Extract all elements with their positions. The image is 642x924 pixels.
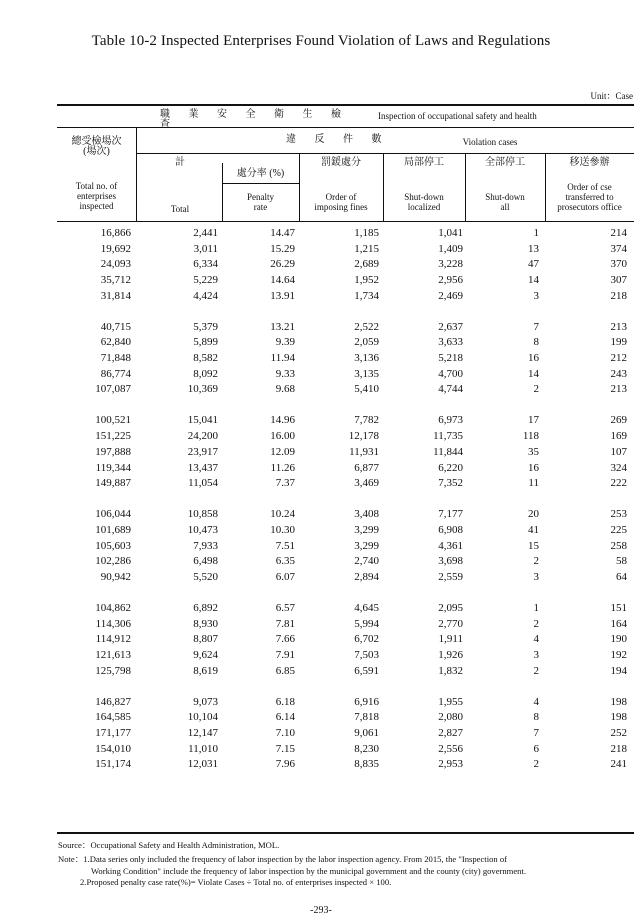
table-cell: 11,010 — [188, 742, 218, 755]
table-cell: 1,926 — [438, 649, 463, 661]
table-cell: 5,899 — [193, 336, 218, 349]
table-cell: 1,955 — [438, 695, 463, 708]
table-cell: 3,469 — [354, 477, 379, 490]
table-cell: 12.09 — [270, 445, 295, 458]
table-row — [0, 617, 642, 633]
table-cell: 2,095 — [438, 601, 463, 614]
penalty-rate-zh: 處分率 (%) — [236, 168, 285, 179]
table-cell: 2,740 — [354, 555, 379, 568]
table-row — [0, 726, 642, 742]
table-cell: 7,933 — [193, 539, 218, 552]
table-cell: 119,344 — [95, 461, 131, 474]
table-cell: 222 — [610, 477, 627, 490]
table-cell: 5,994 — [354, 617, 379, 630]
table-row — [0, 757, 642, 773]
table-cell: 1,215 — [354, 242, 379, 255]
table-cell: 2,556 — [438, 742, 463, 755]
table-cell: 198 — [610, 695, 627, 708]
source-note: Source：Occupational Safety and Health Administration, MOL. — [58, 840, 280, 850]
table-cell: 106,044 — [95, 508, 131, 521]
note-2: 2.Proposed penalty case rate(%)= Violate Cases ÷ Total no. of enterprises inspected × 100. — [80, 877, 392, 888]
table-cell: 14 — [528, 367, 539, 380]
table-cell: 107 — [610, 445, 627, 458]
table-cell: 6,892 — [193, 601, 218, 614]
table-row — [0, 382, 642, 398]
table-cell: 24,093 — [100, 258, 131, 271]
table-cell: 5,379 — [193, 320, 218, 333]
table-cell: 3,698 — [438, 555, 463, 568]
table-cell: 7.10 — [275, 727, 295, 740]
table-cell: 243 — [610, 367, 627, 380]
table-cell: 8,582 — [193, 352, 218, 365]
table-cell: 16 — [528, 461, 539, 474]
table-cell: 2,956 — [438, 274, 463, 287]
table-cell: 19,692 — [100, 242, 131, 255]
table-cell: 2,441 — [193, 227, 218, 239]
table-cell: 218 — [610, 289, 627, 302]
table-cell: 3,633 — [438, 336, 463, 349]
table-row — [0, 429, 642, 445]
table-cell: 1 — [533, 601, 539, 614]
table-row — [0, 320, 642, 336]
shutdown-all-zh: 全部停工 — [485, 157, 525, 168]
note-1: Note：1.Data series only included the frequency of labor inspection by the labor inspection agency. From 2015, the "Inspection of — [58, 854, 507, 865]
table-cell: 12,031 — [187, 758, 218, 771]
table-row — [0, 445, 642, 461]
table-cell: 125,798 — [95, 664, 131, 677]
penalty-rate-en: Penalty rate — [247, 192, 274, 212]
table-cell: 16.00 — [270, 430, 295, 443]
table-cell: 35 — [528, 445, 539, 458]
penalty-rule — [222, 183, 299, 184]
row-group-gap — [0, 679, 642, 694]
table-cell: 2,522 — [354, 320, 379, 333]
table-cell: 9.39 — [275, 336, 295, 349]
table-cell: 1,911 — [438, 633, 463, 646]
table-cell: 6,220 — [438, 461, 463, 474]
table-cell: 107,087 — [95, 383, 131, 396]
table-row — [0, 710, 642, 726]
table-cell: 171,177 — [95, 727, 131, 740]
top-rule — [57, 104, 634, 106]
table-cell: 2,689 — [354, 258, 379, 271]
table-row — [0, 226, 642, 242]
row-group-gap — [0, 304, 642, 319]
table-cell: 8 — [533, 711, 539, 724]
table-cell: 212 — [610, 352, 627, 365]
table-cell: 3,136 — [354, 352, 379, 365]
table-cell: 164,585 — [95, 711, 131, 724]
table-cell: 1,734 — [354, 289, 379, 302]
header-divider-1 — [136, 128, 137, 221]
table-row — [0, 539, 642, 555]
table-cell: 2 — [533, 758, 539, 771]
table-cell: 374 — [610, 242, 627, 255]
table-cell: 269 — [610, 414, 627, 427]
table-cell: 2 — [533, 664, 539, 677]
table-cell: 199 — [610, 336, 627, 349]
notes — [58, 840, 633, 889]
table-cell: 9,073 — [193, 695, 218, 708]
table-cell: 8 — [533, 336, 539, 349]
table-cell: 6,877 — [354, 461, 379, 474]
table-row — [0, 273, 642, 289]
table-cell: 2,827 — [438, 727, 463, 740]
table-cell: 114,912 — [95, 633, 131, 646]
table-cell: 7.66 — [275, 633, 295, 646]
total-cases-en: Total — [170, 204, 190, 214]
table-cell: 8,092 — [193, 367, 218, 380]
table-cell: 10.24 — [270, 508, 295, 521]
table-cell: 13 — [528, 242, 539, 255]
table-cell: 13.91 — [270, 289, 295, 302]
table-row — [0, 335, 642, 351]
fines-zh: 罰鍰處分 — [321, 157, 361, 168]
table-cell: 2,059 — [354, 336, 379, 349]
table-cell: 8,230 — [354, 742, 379, 755]
table-row — [0, 289, 642, 305]
table-cell: 2,559 — [438, 570, 463, 583]
table-cell: 5,229 — [193, 274, 218, 287]
table-cell: 370 — [610, 258, 627, 271]
table-cell: 7.81 — [275, 617, 295, 630]
table-cell: 5,218 — [438, 352, 463, 365]
table-cell: 241 — [610, 758, 627, 771]
header-bottom-rule — [57, 221, 634, 222]
table-cell: 2,637 — [438, 320, 463, 333]
total-inspected-zh: 總受檢場次 (場次) — [71, 136, 122, 157]
table-cell: 213 — [610, 383, 627, 396]
table-cell: 8,930 — [193, 617, 218, 630]
table-row — [0, 257, 642, 273]
page-number: -293- — [310, 905, 332, 916]
table-cell: 101,689 — [95, 523, 131, 536]
table-cell: 192 — [610, 649, 627, 661]
table-cell: 58 — [616, 555, 627, 568]
table-cell: 3 — [533, 649, 539, 661]
shutdown-partial-zh: 局部停工 — [404, 157, 444, 168]
table-cell: 7.15 — [275, 742, 295, 755]
table-cell: 104,862 — [95, 601, 131, 614]
fines-en: Order of imposing fines — [314, 192, 368, 212]
table-cell: 9.33 — [275, 367, 295, 380]
table-cell: 16,866 — [100, 227, 131, 239]
table-cell: 7,503 — [354, 649, 379, 661]
table-title: Table 10-2 Inspected Enterprises Found Violation of Laws and Regulations — [91, 33, 551, 49]
table-row — [0, 554, 642, 570]
table-cell: 11,054 — [188, 477, 218, 490]
table-cell: 23,917 — [187, 445, 218, 458]
table-cell: 4,744 — [438, 383, 463, 396]
table-cell: 6.35 — [275, 555, 295, 568]
table-cell: 90,942 — [100, 570, 131, 583]
table-cell: 40,715 — [100, 320, 131, 333]
table-row — [0, 351, 642, 367]
table-cell: 5,410 — [354, 383, 379, 396]
table-cell: 86,774 — [100, 367, 131, 380]
table-cell: 2,469 — [438, 289, 463, 302]
table-cell: 214 — [610, 227, 627, 239]
note-1-continued: Working Condition" include the frequency of labor inspection by the municipal government and the county (city) government. — [91, 865, 527, 876]
table-cell: 6,973 — [438, 414, 463, 427]
table-cell: 16 — [528, 352, 539, 365]
table-cell: 6.14 — [275, 711, 295, 724]
table-cell: 169 — [610, 430, 627, 443]
table-cell: 102,286 — [95, 555, 131, 568]
table-cell: 20 — [528, 508, 539, 521]
table-cell: 164 — [610, 617, 627, 630]
table-cell: 2,953 — [438, 758, 463, 771]
table-cell: 12,178 — [348, 430, 379, 443]
table-cell: 3,299 — [354, 523, 379, 536]
table-row — [0, 648, 642, 664]
table-cell: 4 — [533, 695, 539, 708]
table-cell: 225 — [610, 523, 627, 536]
table-cell: 253 — [610, 508, 627, 521]
row-group-gap — [0, 398, 642, 413]
table-cell: 100,521 — [95, 414, 131, 427]
table-cell: 2,770 — [438, 617, 463, 630]
table-row — [0, 461, 642, 477]
table-cell: 7 — [533, 727, 539, 740]
group-heading-zh: 職 業 安 全 衛 生 檢 查 — [160, 109, 349, 130]
table-cell: 6.57 — [275, 601, 295, 614]
table-row — [0, 695, 642, 711]
table-cell: 14.96 — [270, 414, 295, 427]
table-cell: 7.51 — [275, 539, 295, 552]
table-cell: 6,702 — [354, 633, 379, 646]
table-cell: 6,916 — [354, 695, 379, 708]
table-cell: 10,369 — [187, 383, 218, 396]
table-row — [0, 413, 642, 429]
table-body — [0, 226, 642, 773]
table-cell: 6.85 — [275, 664, 295, 677]
table-cell: 10,104 — [187, 711, 218, 724]
table-cell: 1,409 — [438, 242, 463, 255]
table-row — [0, 664, 642, 680]
table-cell: 2 — [533, 555, 539, 568]
table-cell: 252 — [610, 727, 627, 740]
table-cell: 8,619 — [193, 664, 218, 677]
table-cell: 62,840 — [100, 336, 131, 349]
table-cell: 15 — [528, 539, 539, 552]
table-cell: 47 — [528, 258, 539, 271]
table-cell: 31,814 — [100, 289, 131, 302]
table-cell: 11,735 — [433, 430, 463, 443]
table-cell: 64 — [616, 570, 627, 583]
table-cell: 3 — [533, 289, 539, 302]
table-cell: 24,200 — [187, 430, 218, 443]
total-inspected-en: Total no. of enterprises inspected — [75, 181, 118, 211]
table-row — [0, 242, 642, 258]
table-row — [0, 523, 642, 539]
table-cell: 8,835 — [354, 758, 379, 771]
prosecution-zh: 移送參辦 — [569, 157, 610, 168]
table-cell: 324 — [610, 461, 627, 474]
table-cell: 10.30 — [270, 523, 295, 536]
table-cell: 3,408 — [354, 508, 379, 521]
table-bottom-rule — [57, 832, 634, 834]
table-cell: 3,299 — [354, 539, 379, 552]
table-row — [0, 507, 642, 523]
table-cell: 1,832 — [438, 664, 463, 677]
table-cell: 4 — [533, 633, 539, 646]
table-cell: 7.96 — [275, 758, 295, 771]
table-cell: 15.29 — [270, 242, 295, 255]
table-cell: 149,887 — [95, 477, 131, 490]
table-cell: 7.37 — [275, 477, 295, 490]
table-row — [0, 570, 642, 586]
table-cell: 121,613 — [95, 649, 131, 661]
table-cell: 146,827 — [95, 695, 131, 708]
total-cases-zh: 計 — [175, 157, 185, 168]
table-cell: 11,844 — [433, 445, 463, 458]
row-group-gap — [0, 586, 642, 601]
table-cell: 4,424 — [193, 289, 218, 302]
shutdown-partial-en: Shut-down localized — [404, 192, 444, 212]
table-cell: 1,952 — [354, 274, 379, 287]
violation-heading-zh: 違 反 件 數 — [286, 134, 390, 145]
table-cell: 2,080 — [438, 711, 463, 724]
table-cell: 6,498 — [193, 555, 218, 568]
table-cell: 5,520 — [193, 570, 218, 583]
table-cell: 11.26 — [270, 461, 295, 474]
table-cell: 17 — [528, 414, 539, 427]
table-cell: 41 — [528, 523, 539, 536]
table-cell: 6,908 — [438, 523, 463, 536]
table-cell: 1,185 — [354, 227, 379, 239]
table-cell: 6.07 — [275, 570, 295, 583]
table-cell: 10,858 — [187, 508, 218, 521]
table-cell: 6.18 — [275, 695, 295, 708]
violation-heading-en: Violation cases — [462, 137, 518, 147]
table-cell: 218 — [610, 742, 627, 755]
table-cell: 2 — [533, 617, 539, 630]
table-cell: 213 — [610, 320, 627, 333]
table-cell: 13,437 — [187, 461, 218, 474]
table-cell: 10,473 — [187, 523, 218, 536]
table-cell: 9.68 — [275, 383, 295, 396]
table-cell: 7.91 — [275, 649, 295, 661]
table-cell: 14 — [528, 274, 539, 287]
table-row — [0, 367, 642, 383]
table-cell: 9,624 — [193, 649, 218, 661]
table-cell: 105,603 — [95, 539, 131, 552]
table-cell: 190 — [610, 633, 627, 646]
table-cell: 3,228 — [438, 258, 463, 271]
table-cell: 151 — [610, 601, 627, 614]
table-cell: 7,352 — [438, 477, 463, 490]
table-cell: 151,174 — [95, 758, 131, 771]
table-cell: 114,306 — [95, 617, 131, 630]
table-cell: 15,041 — [187, 414, 218, 427]
table-cell: 4,361 — [438, 539, 463, 552]
table-cell: 13.21 — [270, 320, 295, 333]
table-cell: 194 — [610, 664, 627, 677]
table-cell: 9,061 — [354, 727, 379, 740]
table-cell: 7 — [533, 320, 539, 333]
table-cell: 198 — [610, 711, 627, 724]
table-cell: 11,931 — [349, 445, 379, 458]
table-cell: 258 — [610, 539, 627, 552]
table-cell: 2,894 — [354, 570, 379, 583]
table-row — [0, 601, 642, 617]
table-cell: 4,645 — [354, 601, 379, 614]
table-cell: 7,177 — [438, 508, 463, 521]
group-heading-en: Inspection of occupational safety and health — [378, 111, 537, 121]
table-cell: 3,011 — [193, 242, 218, 255]
table-cell: 3 — [533, 570, 539, 583]
table-row — [0, 476, 642, 492]
table-cell: 14.47 — [270, 227, 295, 239]
table-cell: 35,712 — [100, 274, 131, 287]
shutdown-all-en: Shut-down all — [485, 192, 525, 212]
table-cell: 6 — [533, 742, 539, 755]
table-cell: 26.29 — [270, 258, 295, 271]
table-row — [0, 632, 642, 648]
table-cell: 1,041 — [438, 227, 463, 239]
prosecution-en: Order of cse transferred to prosecutors office — [557, 182, 622, 212]
table-cell: 3,135 — [354, 367, 379, 380]
table-cell: 71,848 — [100, 352, 131, 365]
table-cell: 6,334 — [193, 258, 218, 271]
table-cell: 6,591 — [354, 664, 379, 677]
table-cell: 197,888 — [95, 445, 131, 458]
table-cell: 14.64 — [270, 274, 295, 287]
table-cell: 12,147 — [187, 727, 218, 740]
table-cell: 1 — [533, 227, 539, 239]
table-cell: 118 — [522, 430, 539, 443]
table-cell: 4,700 — [438, 367, 463, 380]
table-row — [0, 742, 642, 758]
violation-rule — [136, 153, 634, 154]
table-cell: 11 — [528, 477, 539, 490]
table-cell: 307 — [610, 274, 627, 287]
table-cell: 8,807 — [193, 633, 218, 646]
table-cell: 2 — [533, 383, 539, 396]
table-cell: 11.94 — [270, 352, 295, 365]
table-cell: 7,782 — [354, 414, 379, 427]
table-cell: 154,010 — [95, 742, 131, 755]
unit-label: Unit：Case — [590, 91, 633, 101]
table-cell: 151,225 — [95, 430, 131, 443]
table-cell: 7,818 — [354, 711, 379, 724]
row-group-gap — [0, 492, 642, 507]
